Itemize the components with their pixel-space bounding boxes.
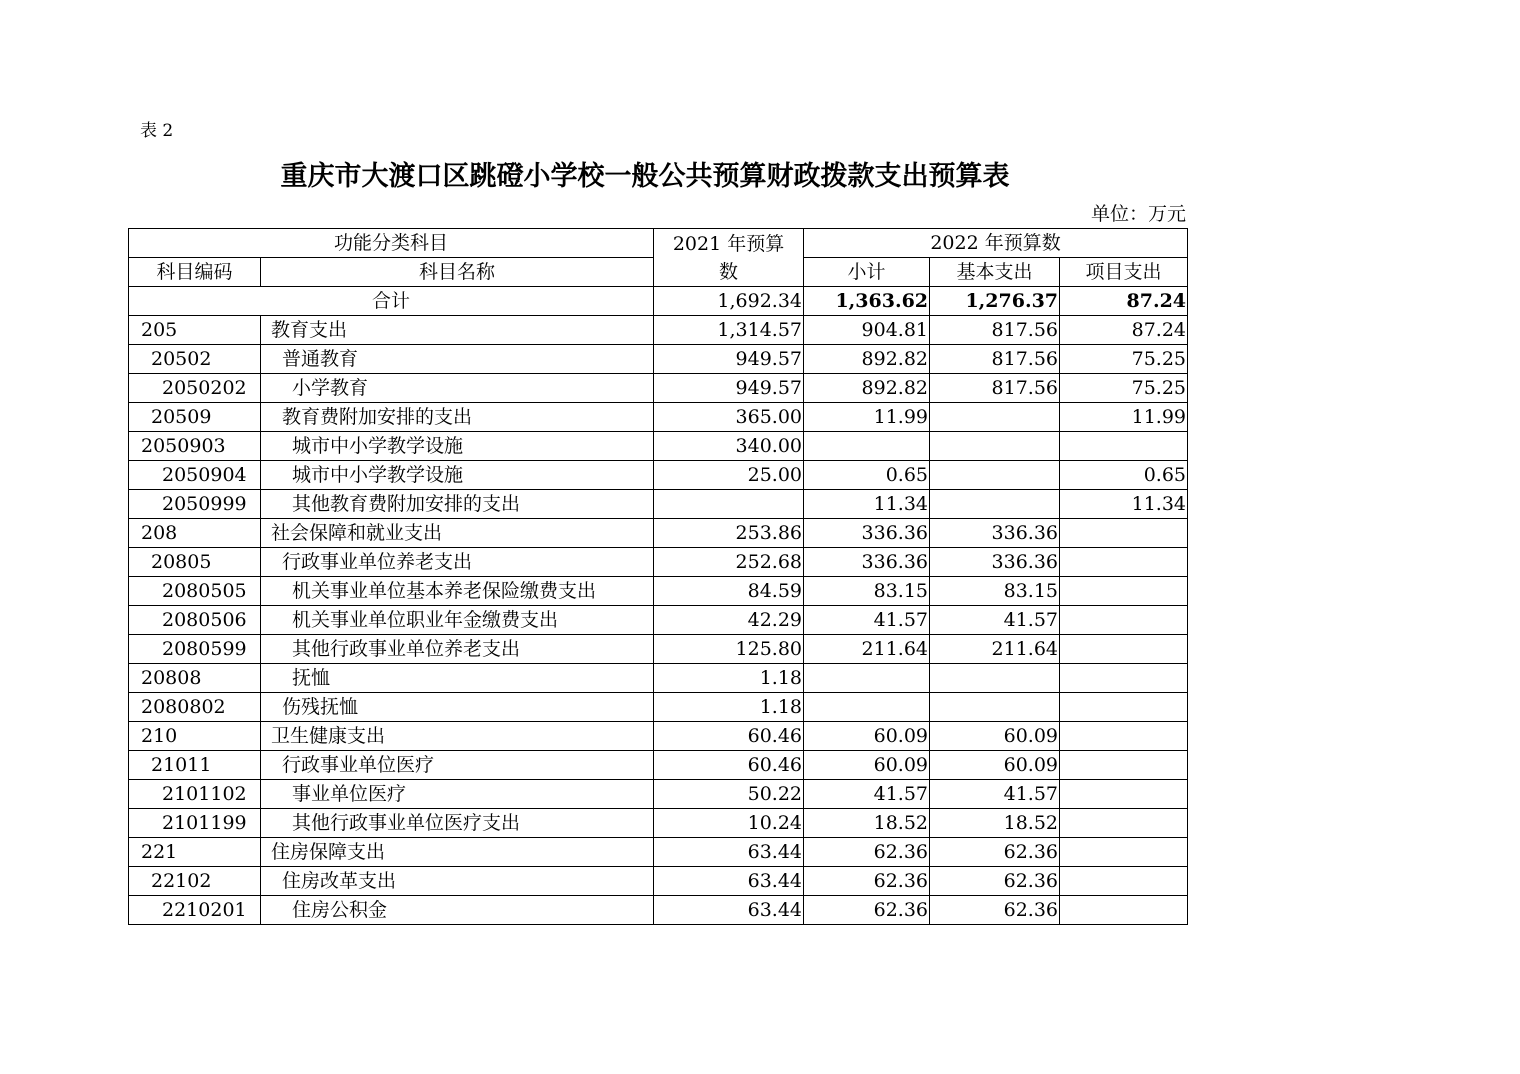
row-subtotal: 336.36 [804,548,930,577]
row-budget-2021: 253.86 [654,519,804,548]
row-code: 20509 [129,403,261,432]
table-row [129,519,1188,548]
row-name: 教育支出 [261,316,654,345]
row-project [1060,722,1188,751]
row-project: 75.25 [1060,374,1188,403]
row-budget-2021: 10.24 [654,809,804,838]
row-subtotal: 83.15 [804,577,930,606]
header-budget-2022: 2022 年预算数 [804,229,1188,258]
row-budget-2021: 949.57 [654,345,804,374]
row-subtotal: 336.36 [804,519,930,548]
row-budget-2021: 252.68 [654,548,804,577]
row-project [1060,867,1188,896]
row-subtotal: 62.36 [804,838,930,867]
header-subtotal: 小计 [804,258,930,287]
row-subtotal [804,664,930,693]
row-basic [930,693,1060,722]
row-name: 机关事业单位基本养老保险缴费支出 [261,577,654,606]
row-subtotal: 60.09 [804,722,930,751]
row-code: 2101102 [129,780,261,809]
row-name: 事业单位医疗 [261,780,654,809]
table-row [129,896,1188,925]
row-code: 221 [129,838,261,867]
total-subtotal: 1,363.62 [804,287,930,316]
row-name: 卫生健康支出 [261,722,654,751]
row-budget-2021: 365.00 [654,403,804,432]
table-row [129,490,1188,519]
row-name: 普通教育 [261,345,654,374]
row-basic: 817.56 [930,374,1060,403]
row-project [1060,693,1188,722]
table-row [129,345,1188,374]
row-code: 20502 [129,345,261,374]
total-budget-2021: 1,692.34 [654,287,804,316]
row-code: 2050999 [129,490,261,519]
row-project [1060,432,1188,461]
table-row [129,606,1188,635]
row-name: 其他教育费附加安排的支出 [261,490,654,519]
row-project: 11.34 [1060,490,1188,519]
table-row [129,722,1188,751]
unit-label: 单位：万元 [1090,203,1186,225]
row-budget-2021: 84.59 [654,577,804,606]
row-project: 0.65 [1060,461,1188,490]
row-budget-2021: 50.22 [654,780,804,809]
table-row [129,693,1188,722]
row-budget-2021: 63.44 [654,896,804,925]
row-code: 20808 [129,664,261,693]
row-code: 2080599 [129,635,261,664]
table-row [129,838,1188,867]
row-budget-2021: 25.00 [654,461,804,490]
row-budget-2021: 340.00 [654,432,804,461]
row-subtotal: 0.65 [804,461,930,490]
row-budget-2021: 125.80 [654,635,804,664]
row-code: 21011 [129,751,261,780]
row-subtotal: 41.57 [804,606,930,635]
row-basic: 211.64 [930,635,1060,664]
row-code: 2080505 [129,577,261,606]
row-budget-2021: 42.29 [654,606,804,635]
row-project [1060,896,1188,925]
row-basic: 62.36 [930,867,1060,896]
total-basic: 1,276.37 [930,287,1060,316]
row-subtotal: 18.52 [804,809,930,838]
header-budget-2021 [654,229,804,287]
row-project [1060,577,1188,606]
header-category: 功能分类科目 [129,229,654,258]
row-basic: 336.36 [930,519,1060,548]
table-row [129,780,1188,809]
row-project [1060,635,1188,664]
table-row [129,664,1188,693]
row-project [1060,780,1188,809]
row-name: 其他行政事业单位医疗支出 [261,809,654,838]
row-code: 2050202 [129,374,261,403]
row-basic [930,664,1060,693]
table-row [129,432,1188,461]
row-code: 20805 [129,548,261,577]
header-name: 科目名称 [261,258,654,287]
table-number: 表 2 [140,121,174,141]
table-row [129,635,1188,664]
row-code: 2101199 [129,809,261,838]
row-basic: 336.36 [930,548,1060,577]
row-name: 城市中小学教学设施 [261,432,654,461]
row-subtotal: 904.81 [804,316,930,345]
row-subtotal: 62.36 [804,896,930,925]
total-label: 合计 [129,287,654,316]
row-project [1060,548,1188,577]
row-name: 住房保障支出 [261,838,654,867]
row-project: 11.99 [1060,403,1188,432]
row-budget-2021: 1,314.57 [654,316,804,345]
table-row [129,461,1188,490]
row-code: 2050903 [129,432,261,461]
row-name: 机关事业单位职业年金缴费支出 [261,606,654,635]
row-basic: 41.57 [930,780,1060,809]
header-basic: 基本支出 [930,258,1060,287]
row-budget-2021: 1.18 [654,664,804,693]
header-project: 项目支出 [1060,258,1188,287]
row-project [1060,838,1188,867]
row-subtotal [804,693,930,722]
row-name: 行政事业单位医疗 [261,751,654,780]
row-name: 抚恤 [261,664,654,693]
row-subtotal [804,432,930,461]
row-basic [930,432,1060,461]
row-basic: 817.56 [930,316,1060,345]
row-name: 教育费附加安排的支出 [261,403,654,432]
row-basic [930,461,1060,490]
row-code: 2050904 [129,461,261,490]
total-project: 87.24 [1060,287,1188,316]
header-budget-2021-line2: 数 [719,260,739,283]
row-budget-2021: 949.57 [654,374,804,403]
table-row [129,751,1188,780]
row-code: 208 [129,519,261,548]
row-subtotal: 60.09 [804,751,930,780]
row-basic [930,490,1060,519]
row-name: 社会保障和就业支出 [261,519,654,548]
row-project: 75.25 [1060,345,1188,374]
table-row [129,809,1188,838]
table-row [129,374,1188,403]
row-basic: 62.36 [930,838,1060,867]
row-code: 2080506 [129,606,261,635]
row-name: 其他行政事业单位养老支出 [261,635,654,664]
row-subtotal: 62.36 [804,867,930,896]
row-budget-2021: 63.44 [654,838,804,867]
row-subtotal: 11.99 [804,403,930,432]
row-name: 住房改革支出 [261,867,654,896]
table-row [129,548,1188,577]
row-project [1060,664,1188,693]
row-code: 205 [129,316,261,345]
row-subtotal: 11.34 [804,490,930,519]
table-row [129,403,1188,432]
row-code: 22102 [129,867,261,896]
row-name: 伤残抚恤 [261,693,654,722]
row-subtotal: 41.57 [804,780,930,809]
row-project [1060,751,1188,780]
row-budget-2021: 60.46 [654,722,804,751]
row-basic: 83.15 [930,577,1060,606]
row-basic [930,403,1060,432]
row-budget-2021 [654,490,804,519]
row-code: 2080802 [129,693,261,722]
row-name: 住房公积金 [261,896,654,925]
row-basic: 62.36 [930,896,1060,925]
budget-table [128,228,1188,925]
page-title: 重庆市大渡口区跳磴小学校一般公共预算财政拨款支出预算表 [280,161,1010,192]
row-name: 行政事业单位养老支出 [261,548,654,577]
row-basic: 60.09 [930,751,1060,780]
row-project [1060,606,1188,635]
row-subtotal: 211.64 [804,635,930,664]
row-project: 87.24 [1060,316,1188,345]
row-basic: 41.57 [930,606,1060,635]
table-row [129,316,1188,345]
row-code: 2210201 [129,896,261,925]
row-name: 小学教育 [261,374,654,403]
row-project [1060,519,1188,548]
row-basic: 18.52 [930,809,1060,838]
row-name: 城市中小学教学设施 [261,461,654,490]
row-basic: 60.09 [930,722,1060,751]
row-budget-2021: 60.46 [654,751,804,780]
row-subtotal: 892.82 [804,374,930,403]
header-code: 科目编码 [129,258,261,287]
table-row [129,577,1188,606]
header-budget-2021-line1: 2021 年预算 [672,232,785,255]
row-budget-2021: 1.18 [654,693,804,722]
table-row [129,867,1188,896]
header-row-1 [129,229,1188,258]
row-basic: 817.56 [930,345,1060,374]
total-row [129,287,1188,316]
row-subtotal: 892.82 [804,345,930,374]
row-project [1060,809,1188,838]
row-budget-2021: 63.44 [654,867,804,896]
row-code: 210 [129,722,261,751]
